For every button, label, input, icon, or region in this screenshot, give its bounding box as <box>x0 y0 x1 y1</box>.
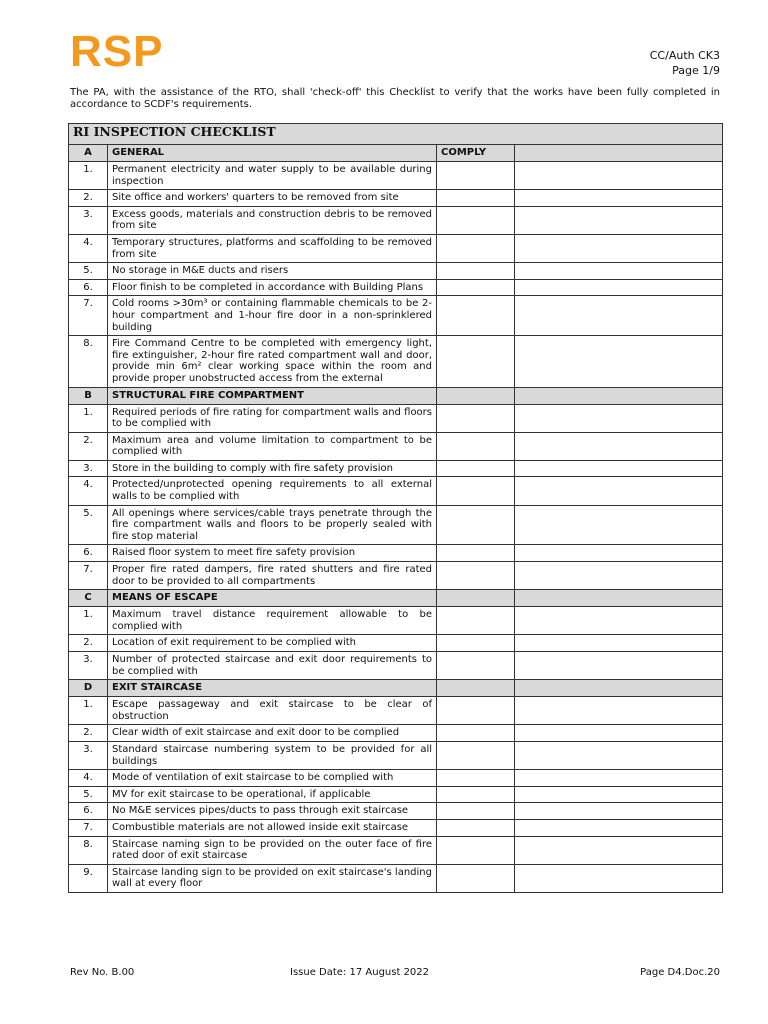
item-number: 3. <box>69 741 108 769</box>
remarks-cell[interactable] <box>515 432 723 460</box>
item-number: 8. <box>69 336 108 387</box>
checklist-item-row <box>69 741 723 769</box>
section-name: EXIT STAIRCASE <box>108 680 437 697</box>
section-name: GENERAL <box>108 145 437 162</box>
checklist-item-row <box>69 190 723 207</box>
remarks-cell[interactable] <box>515 279 723 296</box>
comply-cell[interactable] <box>437 234 515 262</box>
item-requirement: No storage in M&E ducts and risers <box>108 263 437 280</box>
remarks-cell[interactable] <box>515 635 723 652</box>
remarks-cell[interactable] <box>515 477 723 505</box>
checklist-item-row <box>69 460 723 477</box>
comply-cell[interactable] <box>437 562 515 590</box>
checklist-item-row <box>69 652 723 680</box>
item-number: 3. <box>69 460 108 477</box>
item-number: 4. <box>69 234 108 262</box>
item-number: 1. <box>69 162 108 190</box>
document-reference <box>650 48 720 78</box>
item-number: 6. <box>69 803 108 820</box>
page-number: Page 1/9 <box>672 64 720 77</box>
checklist-title-row <box>69 124 723 145</box>
comply-cell[interactable] <box>437 635 515 652</box>
item-number: 3. <box>69 206 108 234</box>
inspection-checklist-table <box>68 123 723 893</box>
item-requirement: Site office and workers' quarters to be removed from site <box>108 190 437 207</box>
checklist-item-row <box>69 545 723 562</box>
item-requirement: Location of exit requirement to be complied with <box>108 635 437 652</box>
item-number: 2. <box>69 190 108 207</box>
item-number: 5. <box>69 786 108 803</box>
remarks-cell[interactable] <box>515 562 723 590</box>
intro-paragraph: The PA, with the assistance of the RTO, shall 'check-off' this Checklist to verify that the works have been fully completed in accordance to SCDF's requirements. <box>70 87 720 110</box>
remarks-header <box>515 590 723 607</box>
section-name: STRUCTURAL FIRE COMPARTMENT <box>108 387 437 404</box>
item-requirement: Raised floor system to meet fire safety provision <box>108 545 437 562</box>
comply-cell[interactable] <box>437 263 515 280</box>
remarks-cell[interactable] <box>515 819 723 836</box>
checklist-item-row <box>69 864 723 892</box>
section-letter: A <box>69 145 108 162</box>
checklist-item-row <box>69 162 723 190</box>
item-requirement: Temporary structures, platforms and scaffolding to be removed from site <box>108 234 437 262</box>
item-requirement: MV for exit staircase to be operational, if applicable <box>108 786 437 803</box>
item-requirement: Maximum area and volume limitation to compartment to be complied with <box>108 432 437 460</box>
remarks-cell[interactable] <box>515 336 723 387</box>
item-requirement: All openings where services/cable trays penetrate through the fire compartment walls and floors to be properly sealed with fire stop material <box>108 505 437 545</box>
comply-cell[interactable] <box>437 725 515 742</box>
comply-cell[interactable] <box>437 607 515 635</box>
remarks-cell[interactable] <box>515 725 723 742</box>
checklist-item-row <box>69 786 723 803</box>
footer-revision: Rev No. B.00 <box>70 967 135 978</box>
item-number: 8. <box>69 836 108 864</box>
item-number: 1. <box>69 607 108 635</box>
section-header-row <box>69 590 723 607</box>
footer-page-reference: Page D4.Doc.20 <box>640 967 720 978</box>
remarks-header <box>515 145 723 162</box>
comply-cell[interactable] <box>437 545 515 562</box>
comply-cell[interactable] <box>437 279 515 296</box>
item-requirement: Floor finish to be completed in accordance with Building Plans <box>108 279 437 296</box>
checklist-item-row <box>69 279 723 296</box>
remarks-cell[interactable] <box>515 460 723 477</box>
remarks-cell[interactable] <box>515 296 723 336</box>
comply-cell[interactable] <box>437 864 515 892</box>
comply-header <box>437 590 515 607</box>
comply-cell[interactable] <box>437 697 515 725</box>
item-requirement: Protected/unprotected opening requirements to all external walls to be complied with <box>108 477 437 505</box>
item-number: 6. <box>69 545 108 562</box>
item-requirement: Proper fire rated dampers, fire rated shutters and fire rated door to be provided to all compartments <box>108 562 437 590</box>
checklist-item-row <box>69 206 723 234</box>
item-requirement: Escape passageway and exit staircase to be clear of obstruction <box>108 697 437 725</box>
remarks-cell[interactable] <box>515 162 723 190</box>
checklist-title: RI INSPECTION CHECKLIST <box>69 124 723 145</box>
comply-cell[interactable] <box>437 819 515 836</box>
item-number: 1. <box>69 404 108 432</box>
checklist-item-row <box>69 803 723 820</box>
item-number: 5. <box>69 263 108 280</box>
item-number: 7. <box>69 819 108 836</box>
remarks-cell[interactable] <box>515 206 723 234</box>
remarks-cell[interactable] <box>515 697 723 725</box>
remarks-cell[interactable] <box>515 190 723 207</box>
remarks-cell[interactable] <box>515 864 723 892</box>
comply-cell[interactable] <box>437 432 515 460</box>
item-requirement: Clear width of exit staircase and exit door to be complied <box>108 725 437 742</box>
item-requirement: Fire Command Centre to be completed with emergency light, fire extinguisher, 2-hour fire rated compartment wall and door, provide min 6m² clear working space within the room and provide proper unobstructed access from the external <box>108 336 437 387</box>
item-requirement: Cold rooms >30m³ or containing flammable chemicals to be 2-hour compartment and 1-hour fire door in a non-sprinklered building <box>108 296 437 336</box>
remarks-cell[interactable] <box>515 404 723 432</box>
checklist-item-row <box>69 819 723 836</box>
item-number: 3. <box>69 652 108 680</box>
remarks-cell[interactable] <box>515 770 723 787</box>
comply-cell[interactable] <box>437 190 515 207</box>
section-header-row <box>69 387 723 404</box>
comply-cell[interactable] <box>437 803 515 820</box>
item-requirement: Mode of ventilation of exit staircase to be complied with <box>108 770 437 787</box>
comply-cell[interactable] <box>437 652 515 680</box>
section-name: MEANS OF ESCAPE <box>108 590 437 607</box>
remarks-cell[interactable] <box>515 505 723 545</box>
checklist-item-row <box>69 836 723 864</box>
section-header-row <box>69 145 723 162</box>
comply-cell[interactable] <box>437 162 515 190</box>
footer-issue-date: Issue Date: 17 August 2022 <box>290 967 430 978</box>
remarks-cell[interactable] <box>515 545 723 562</box>
item-requirement: Required periods of fire rating for compartment walls and floors to be complied with <box>108 404 437 432</box>
item-number: 7. <box>69 562 108 590</box>
item-number: 6. <box>69 279 108 296</box>
item-number: 4. <box>69 477 108 505</box>
item-number: 2. <box>69 432 108 460</box>
remarks-cell[interactable] <box>515 263 723 280</box>
item-requirement: Excess goods, materials and construction debris to be removed from site <box>108 206 437 234</box>
item-number: 7. <box>69 296 108 336</box>
checklist-item-row <box>69 336 723 387</box>
item-number: 2. <box>69 725 108 742</box>
section-letter: B <box>69 387 108 404</box>
remarks-cell[interactable] <box>515 234 723 262</box>
item-number: 4. <box>69 770 108 787</box>
remarks-cell[interactable] <box>515 607 723 635</box>
checklist-item-row <box>69 404 723 432</box>
item-requirement: No M&E services pipes/ducts to pass through exit staircase <box>108 803 437 820</box>
comply-cell[interactable] <box>437 505 515 545</box>
remarks-cell[interactable] <box>515 652 723 680</box>
item-requirement: Number of protected staircase and exit door requirements to be complied with <box>108 652 437 680</box>
section-letter: C <box>69 590 108 607</box>
item-number: 2. <box>69 635 108 652</box>
checklist-item-row <box>69 505 723 545</box>
checklist-item-row <box>69 697 723 725</box>
comply-header <box>437 680 515 697</box>
item-number: 5. <box>69 505 108 545</box>
remarks-cell[interactable] <box>515 786 723 803</box>
checklist-item-row <box>69 432 723 460</box>
comply-cell[interactable] <box>437 404 515 432</box>
checklist-item-row <box>69 562 723 590</box>
comply-cell[interactable] <box>437 477 515 505</box>
remarks-cell[interactable] <box>515 741 723 769</box>
comply-cell[interactable] <box>437 786 515 803</box>
comply-header: COMPLY <box>437 145 515 162</box>
comply-cell[interactable] <box>437 741 515 769</box>
document-code: CC/Auth CK3 <box>649 49 720 62</box>
remarks-header <box>515 387 723 404</box>
item-requirement: Permanent electricity and water supply to be available during inspection <box>108 162 437 190</box>
checklist-item-row <box>69 607 723 635</box>
checklist-item-row <box>69 725 723 742</box>
comply-cell[interactable] <box>437 336 515 387</box>
comply-cell[interactable] <box>437 770 515 787</box>
checklist-item-row <box>69 477 723 505</box>
comply-header <box>437 387 515 404</box>
remarks-header <box>515 680 723 697</box>
checklist-item-row <box>69 263 723 280</box>
comply-cell[interactable] <box>437 836 515 864</box>
checklist-item-row <box>69 234 723 262</box>
section-header-row <box>69 680 723 697</box>
checklist-item-row <box>69 296 723 336</box>
comply-cell[interactable] <box>437 296 515 336</box>
item-number: 1. <box>69 697 108 725</box>
company-logo: RSP <box>70 27 164 76</box>
item-requirement: Store in the building to comply with fire safety provision <box>108 460 437 477</box>
remarks-cell[interactable] <box>515 803 723 820</box>
item-requirement: Staircase landing sign to be provided on exit staircase's landing wall at every floor <box>108 864 437 892</box>
checklist-item-row <box>69 635 723 652</box>
item-number: 9. <box>69 864 108 892</box>
checklist-item-row <box>69 770 723 787</box>
item-requirement: Standard staircase numbering system to be provided for all buildings <box>108 741 437 769</box>
item-requirement: Staircase naming sign to be provided on the outer face of fire rated door of exit staircase <box>108 836 437 864</box>
comply-cell[interactable] <box>437 460 515 477</box>
remarks-cell[interactable] <box>515 836 723 864</box>
item-requirement: Maximum travel distance requirement allowable to be complied with <box>108 607 437 635</box>
item-requirement: Combustible materials are not allowed inside exit staircase <box>108 819 437 836</box>
section-letter: D <box>69 680 108 697</box>
comply-cell[interactable] <box>437 206 515 234</box>
